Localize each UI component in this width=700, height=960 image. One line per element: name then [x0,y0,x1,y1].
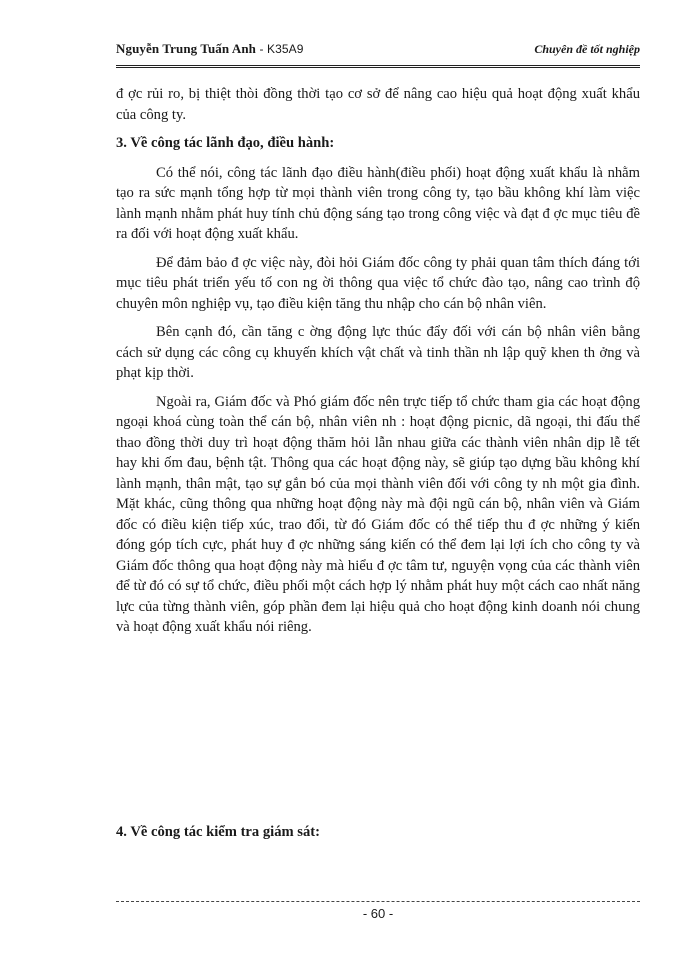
paragraph-1: Có thể nói, công tác lãnh đạo điều hành(điều phối) hoạt động xuất khẩu là nhằm tạo ra sức mạnh tổng hợp từ mọi thành viên trong công ty, tạo bầu không khí làm việc lành mạnh nhằm phát huy tính chủ động sáng tạo trong công việc và đạt đ ợc mục tiêu đề ra đối với hoạt động xuất khẩu. [116,164,640,242]
paragraph-3: Bên cạnh đó, cần tăng c ờng động lực thúc đẩy đối với cán bộ nhân viên bằng cách sử dụng các công cụ khuyến khích vật chất và tinh thần nh lập quỹ khen th ởng và phạt kịp thời. [116,324,640,381]
page-number: - 60 - [362,906,394,921]
document-body [116,84,640,646]
page-header [116,41,640,68]
header-doc-type: Chuyên đề tốt nghiệp [534,42,640,56]
footer-divider [116,901,640,902]
header-class: - K35A9 [256,42,304,56]
header-author-line [116,41,304,57]
paragraph-2: Để đảm bảo đ ợc việc này, đòi hỏi Giám đốc công ty phải quan tâm thích đáng tới mục tiêu phát triển yếu tố con ng ời thông qua việc tổ chức đào tạo, nâng cao trình độ chuyên môn nghiệp vụ, tạo điều kiện tăng thu nhập cho cán bộ nhân viên. [116,254,640,312]
paragraph-continuation: đ ợc rủi ro, bị thiệt thòi đồng thời tạo cơ sở để nâng cao hiệu quả hoạt động xuất khẩu của công ty. [116,86,640,123]
section-heading-4: 4. Về công tác kiểm tra giám sát: [116,824,320,840]
paragraph-4: Ngoài ra, Giám đốc và Phó giám đốc nên trực tiếp tổ chức tham gia các hoạt động ngoại khoá cùng toàn thể cán bộ, nhân viên nh : hoạt động picnic, dã ngoại, thi đấu thể thao đồng thời duy trì hoạt động thăm hỏi lẫn nhau giữa các thành viên nhân dịp lễ tết hay khi ốm đau, bệnh tật. Thông qua các hoạt động này, sẽ giúp tạo dựng bầu không khí lành mạnh, thân mật, tạo sự gắn bó của mọi thành viên đối với công ty nh một gia đình. Mặt khác, cũng thông qua những hoạt động này mà đội ngũ cán bộ, nhân viên và Giám đốc có điều kiện tiếp xúc, trao đổi, từ đó Giám đốc có thể tiếp thu đ ợc những ý kiến đóng góp tích cực, phát huy đ ợc những sáng kiến có thể đem lại lợi ích cho công ty và Giám đốc thông qua hoạt động này mà hiểu đ ợc tâm tư, nguyện vọng của các thành viên để từ đó có sự tổ chức, điều phối một cách hợp lý nhằm phát huy một cách cao nhất năng lực của từng thành viên, góp phần đem lại hiệu quả cho hoạt động kinh doanh nói chung và hoạt động xuất khẩu nói riêng. [116,393,640,635]
section-heading-3: 3. Về công tác lãnh đạo, điều hành: [116,135,335,151]
header-author: Nguyễn Trung Tuấn Anh [116,41,257,56]
